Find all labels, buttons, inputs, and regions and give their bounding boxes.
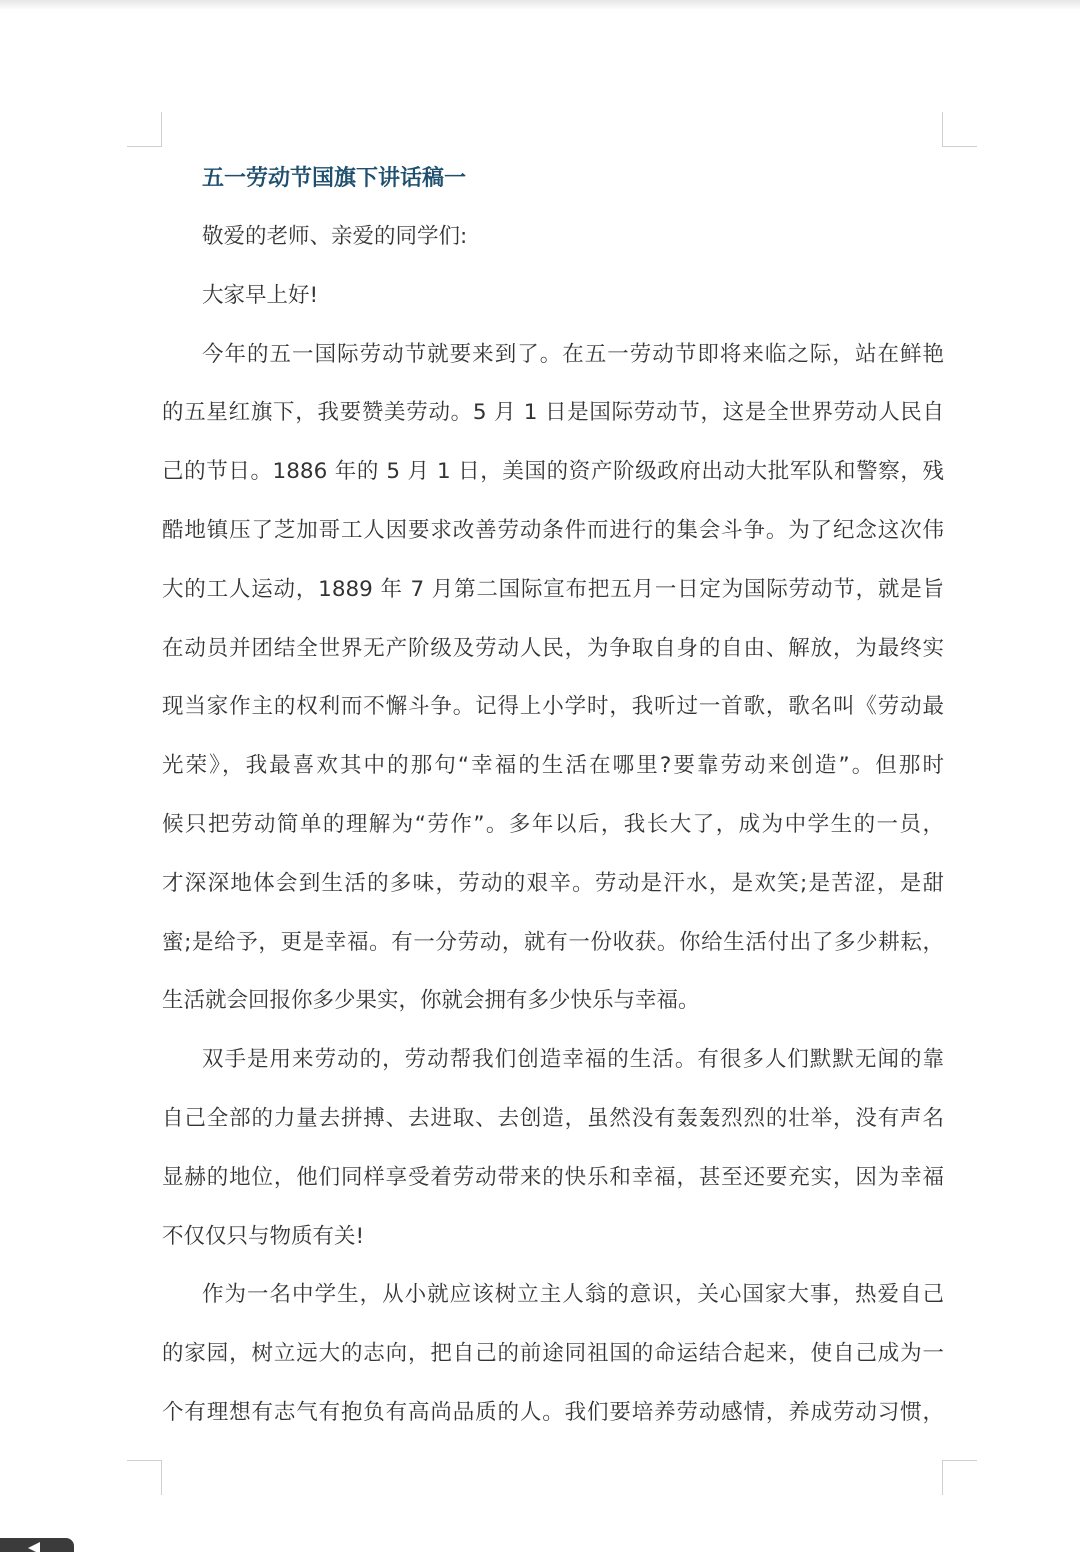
paragraph-1-line: 今年的五一国际劳动节就要来到了。在五一劳动节即将来临之际，站在鲜艳 xyxy=(202,341,944,367)
paragraph-1-line: 酷地镇压了芝加哥工人因要求改善劳动条件而进行的集会斗争。为了纪念这次伟 xyxy=(162,517,944,543)
document-title: 五一劳动节国旗下讲话稿一 xyxy=(202,166,467,191)
paragraph-3-line: 作为一名中学生，从小就应该树立主人翁的意识，关心国家大事，热爱自己 xyxy=(202,1282,944,1308)
document-page xyxy=(162,150,944,1443)
top-edge-shadow xyxy=(0,0,1080,10)
paragraph-1-line: 的五星红旗下，我要赞美劳动。5 月 1 日是国际劳动节，这是全世界劳动人民自 xyxy=(162,400,944,426)
paragraph-3-line: 个有理想有志气有抱负有高尚品质的人。我们要培养劳动感情，养成劳动习惯， xyxy=(162,1399,944,1425)
paragraph-2-line: 双手是用来劳动的，劳动帮我们创造幸福的生活。有很多人们默默无闻的靠 xyxy=(202,1047,944,1073)
salutation-line: 敬爱的老师、亲爱的同学们: xyxy=(202,224,468,249)
paragraph-1-line: 蜜;是给予，更是幸福。有一分劳动，就有一份收获。你给生活付出了多少耕耘， xyxy=(162,929,944,955)
back-button[interactable] xyxy=(0,1538,74,1552)
greeting-line: 大家早上好! xyxy=(202,282,319,308)
arrow-left-icon xyxy=(28,1542,40,1554)
paragraph-1-line: 己的节日。1886 年的 5 月 1 日，美国的资产阶级政府出动大批军队和警察，残 xyxy=(162,459,944,485)
paragraph-1-line: 才深深地体会到生活的多味，劳动的艰辛。劳动是汗水，是欢笑;是苦涩，是甜 xyxy=(162,870,944,896)
paragraph-1-line: 生活就会回报你多少果实，你就会拥有多少快乐与幸福。 xyxy=(162,988,700,1014)
paragraph-3-line: 的家园，树立远大的志向，把自己的前途同祖国的命运结合起来，使自己成为一 xyxy=(162,1341,944,1367)
page-corner-mark-top-right xyxy=(942,112,977,147)
paragraph-1-line: 在动员并团结全世界无产阶级及劳动人民，为争取自身的自由、解放，为最终实 xyxy=(162,635,944,661)
paragraph-1-line: 光荣》，我最喜欢其中的那句“幸福的生活在哪里?要靠劳动来创造”。但那时 xyxy=(162,753,944,779)
paragraph-2-line: 显赫的地位，他们同样享受着劳动带来的快乐和幸福，甚至还要充实，因为幸福 xyxy=(162,1164,944,1190)
page-corner-mark-top-left xyxy=(127,112,162,147)
paragraph-2-line: 自己全部的力量去拼搏、去进取、去创造，虽然没有轰轰烈烈的壮举，没有声名 xyxy=(162,1105,944,1131)
paragraph-1-line: 候只把劳动简单的理解为“劳作”。多年以后，我长大了，成为中学生的一员， xyxy=(162,811,944,837)
paragraph-1-line: 大的工人运动，1889 年 7 月第二国际宣布把五月一日定为国际劳动节，就是旨 xyxy=(162,576,944,602)
page-corner-mark-bottom-left xyxy=(127,1460,162,1495)
page-corner-mark-bottom-right xyxy=(942,1460,977,1495)
paragraph-1-line: 现当家作主的权利而不懈斗争。记得上小学时，我听过一首歌，歌名叫《劳动最 xyxy=(162,694,944,720)
paragraph-2-line: 不仅仅只与物质有关! xyxy=(162,1223,365,1249)
